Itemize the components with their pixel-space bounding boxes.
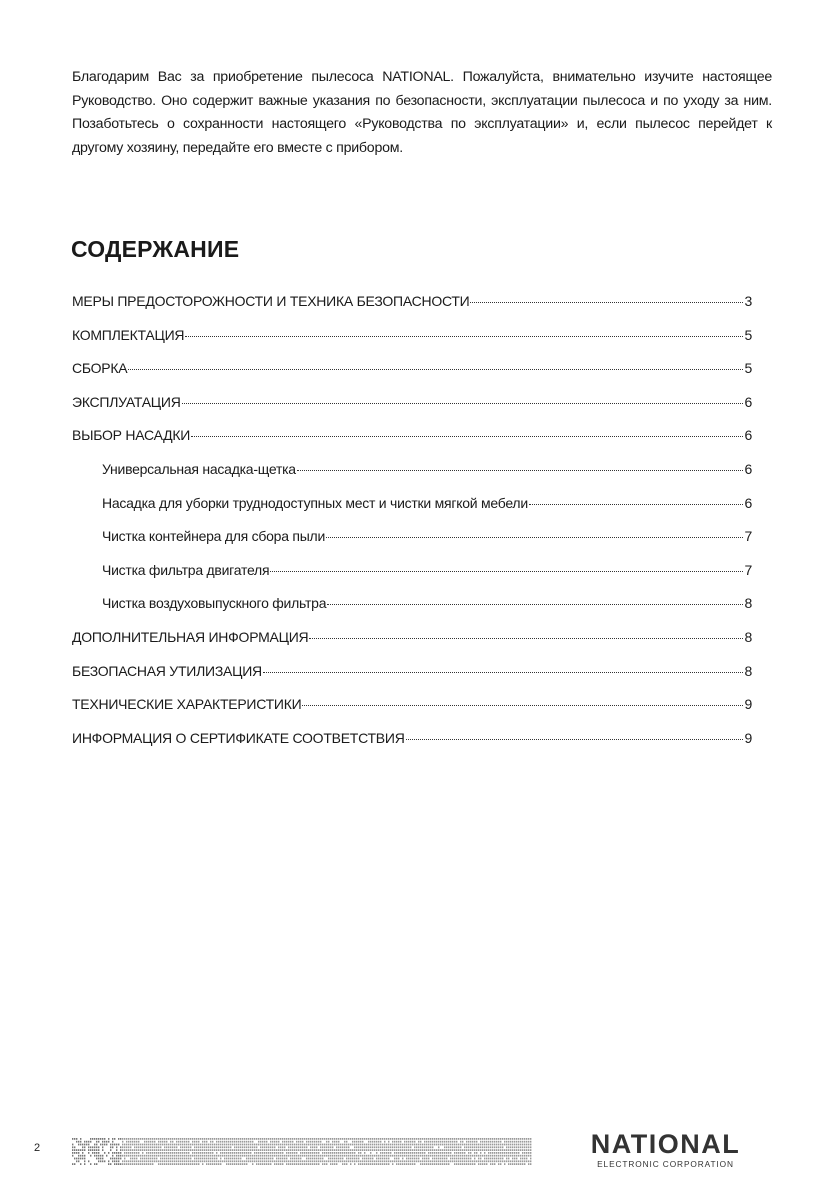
toc-entry-page: 5 <box>744 326 752 343</box>
toc-entry <box>72 293 752 327</box>
toc-entry <box>72 663 752 697</box>
toc-leader-dots <box>191 436 743 437</box>
toc-leader-dots <box>529 504 744 505</box>
toc-entry <box>72 495 752 529</box>
toc-leader-dots <box>128 369 743 370</box>
toc-title: СОДЕРЖАНИЕ <box>71 236 240 262</box>
toc-entry <box>72 394 752 428</box>
page-number: 2 <box>34 1142 41 1154</box>
toc-leader-dots <box>327 604 743 605</box>
toc-leader-dots <box>326 537 743 538</box>
toc-entry <box>72 629 752 663</box>
toc-entry-page: 8 <box>744 595 752 612</box>
toc-entry-page: 8 <box>744 662 752 679</box>
toc-entry-page: 9 <box>744 696 752 713</box>
toc-leader-dots <box>309 638 743 639</box>
toc-entry-label: ВЫБОР НАСАДКИ <box>72 427 191 444</box>
toc-entry-page: 6 <box>744 427 752 444</box>
toc-entry <box>72 595 752 629</box>
toc-entry-page: 6 <box>744 460 752 477</box>
toc-entry-page: 3 <box>744 293 752 309</box>
toc-leader-dots <box>185 336 743 337</box>
toc-leader-dots <box>406 739 744 740</box>
toc-entry-label: Чистка фильтра двигателя <box>102 561 270 578</box>
toc-entry <box>72 528 752 562</box>
toc-entry <box>72 562 752 596</box>
national-logo <box>563 1130 768 1170</box>
toc-leader-dots <box>263 672 744 673</box>
toc-entry-label: СБОРКА <box>72 360 128 377</box>
toc-entry-page: 9 <box>744 729 752 746</box>
toc-entry <box>72 696 752 730</box>
toc-entry-label: ИНФОРМАЦИЯ О СЕРТИФИКАТЕ СООТВЕТСТВИЯ <box>72 729 405 746</box>
toc-entry-page: 6 <box>744 494 752 511</box>
toc-entry <box>72 427 752 461</box>
toc-entry-label: ЭКСПЛУАТАЦИЯ <box>72 393 181 410</box>
logo-name: NATIONAL <box>590 1129 741 1159</box>
table-of-contents <box>72 293 752 763</box>
toc-entry <box>72 461 752 495</box>
toc-entry <box>72 360 752 394</box>
toc-leader-dots <box>302 705 743 706</box>
toc-leader-dots <box>182 403 744 404</box>
toc-entry <box>72 327 752 361</box>
toc-entry-label: ДОПОЛНИТЕЛЬНАЯ ИНФОРМАЦИЯ <box>72 628 309 645</box>
toc-leader-dots <box>297 470 744 471</box>
toc-entry <box>72 730 752 764</box>
toc-entry-label: КОМПЛЕКТАЦИЯ <box>72 326 185 343</box>
toc-entry-page: 7 <box>744 528 752 545</box>
toc-entry-label: Чистка контейнера для сбора пыли <box>102 528 326 545</box>
intro-paragraph: Благодарим Вас за приобретение пылесоса NATIONAL. Пожалуйста, внимательно изучите настоящее Руководство. Оно содержит важные указания по безопасности, эксплуатации пылесоса и по уходу за ним. Позаботьтесь о сохранности настоящего «Руководства по эксплуатации» и, если пылесос перейдет к другому хозяину, передайте его вместе с прибором. <box>72 69 772 156</box>
logo-subtitle: ELECTRONIC CORPORATION <box>597 1159 734 1169</box>
toc-leader-dots <box>470 302 743 303</box>
toc-entry-page: 5 <box>744 360 752 377</box>
toc-entry-page: 7 <box>744 561 752 578</box>
toc-entry-label: Чистка воздуховыпускного фильтра <box>102 595 327 612</box>
toc-entry-page: 6 <box>744 393 752 410</box>
toc-entry-label: ТЕХНИЧЕСКИЕ ХАРАКТЕРИСТИКИ <box>72 696 302 713</box>
toc-leader-dots <box>270 571 743 572</box>
dotted-pattern-strip-icon <box>72 1136 532 1166</box>
toc-entry-label: Универсальная насадка-щетка <box>102 460 296 477</box>
toc-entry-label: БЕЗОПАСНАЯ УТИЛИЗАЦИЯ <box>72 662 262 679</box>
toc-entry-label: Насадка для уборки труднодоступных мест и чистки мягкой мебели <box>102 494 528 511</box>
toc-entry-page: 8 <box>744 628 752 645</box>
toc-entry-label: МЕРЫ ПРЕДОСТОРОЖНОСТИ И ТЕХНИКА БЕЗОПАСНОСТИ <box>72 293 470 309</box>
